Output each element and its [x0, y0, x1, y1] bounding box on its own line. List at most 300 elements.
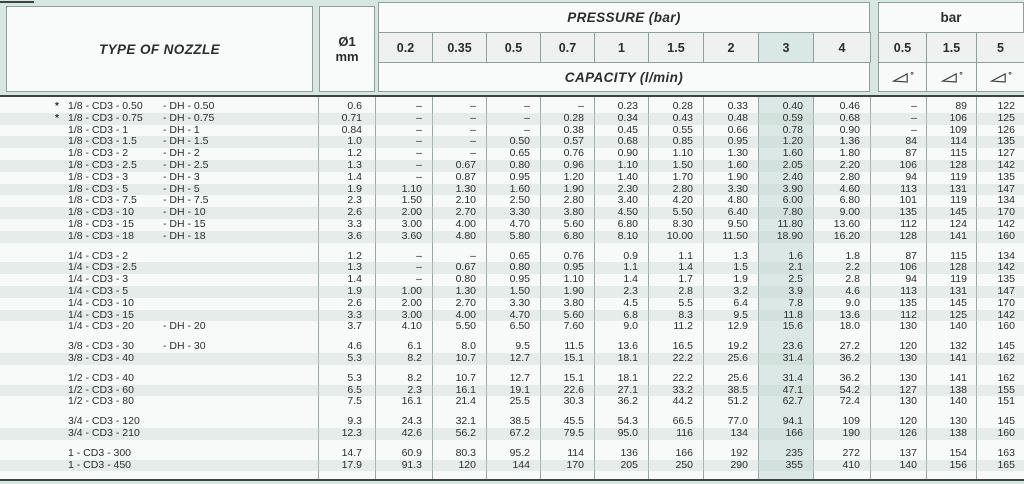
capacity-cell: 10.7 [455, 371, 476, 384]
diameter-cell: 1.2 [347, 249, 362, 262]
capacity-cell: 0.28 [672, 100, 693, 112]
capacity-cell: 33.2 [672, 383, 693, 396]
capacity-cell: 18.90 [776, 229, 803, 242]
spray-angle-cell: 89 [955, 100, 967, 112]
diameter-cell: 1.3 [347, 158, 362, 171]
nozzle-name-cell: 1 - CD3 - 300 [68, 446, 132, 459]
angle-pressure-header: 1.5 [926, 32, 977, 63]
capacity-cell: 12.9 [727, 320, 748, 333]
capacity-cell: 0.59 [782, 111, 803, 124]
capacity-cell: 21.4 [455, 395, 476, 408]
capacity-cell: 5.60 [563, 217, 584, 230]
capacity-cell: 8.10 [617, 229, 638, 242]
spray-angle-cell: 165 [997, 458, 1015, 471]
diameter-cell: 3.6 [347, 229, 362, 242]
nozzle-name-cell: 3/4 - CD3 - 120 [68, 415, 140, 428]
capacity-cell: 205 [620, 458, 638, 471]
capacity-cell: 3.9 [788, 284, 803, 297]
capacity-cell: 6.4 [733, 296, 748, 309]
diameter-cell: 4.6 [347, 340, 362, 353]
diameter-label-line2: mm [335, 49, 359, 64]
capacity-cell: 4.5 [623, 296, 638, 309]
diameter-cell: 12.3 [341, 426, 362, 439]
capacity-cell: 4.70 [509, 217, 530, 230]
capacity-cell: 2.5 [788, 273, 803, 286]
capacity-cell: 10.00 [666, 229, 693, 242]
capacity-cell: 54.3 [617, 415, 638, 428]
spray-angle-cell: 142 [997, 308, 1015, 321]
capacity-cell: 116 [676, 426, 693, 439]
spray-angle-cell: 137 [899, 446, 917, 459]
capacity-cell: 114 [567, 446, 584, 459]
capacity-cell: 9.5 [515, 340, 530, 353]
pressure-column-header: 1 [594, 32, 649, 63]
spray-angle-cell: 115 [950, 249, 967, 262]
spray-angle-cell: 160 [997, 320, 1015, 333]
diameter-cell: 17.9 [341, 458, 362, 471]
spray-angle-cell: 142 [997, 158, 1015, 171]
capacity-cell: 2.3 [407, 383, 422, 396]
capacity-cell: 0.80 [509, 261, 530, 274]
capacity-cell: 27.2 [839, 340, 860, 353]
spray-angle-cell: 119 [950, 273, 967, 286]
spray-angle-cell: 106 [899, 158, 917, 171]
capacity-cell: 4.20 [672, 194, 693, 207]
capacity-cell: 0.80 [455, 273, 476, 286]
diameter-cell: 5.3 [347, 371, 362, 384]
capacity-cell: – [470, 249, 476, 262]
nozzle-dh-name-cell: - DH - 30 [163, 340, 206, 353]
capacity-cell: 5.50 [455, 320, 476, 333]
spray-angle-cell: 145 [997, 340, 1015, 353]
capacity-cell: 1.50 [401, 194, 422, 207]
capacity-cell: 0.23 [617, 100, 638, 112]
nozzle-name-cell: 1/8 - CD3 - 7.5 [68, 194, 137, 207]
capacity-cell: 30.3 [563, 395, 584, 408]
capacity-cell: 2.80 [672, 182, 693, 195]
capacity-cell: 2.8 [678, 284, 693, 297]
nozzle-dh-name-cell: - DH - 3 [163, 170, 200, 183]
nozzle-name-cell: 1/8 - CD3 - 1 [68, 123, 129, 136]
bar-title-label: bar [940, 10, 962, 25]
diameter-cell: 5.3 [347, 351, 362, 364]
capacity-cell: 25.6 [727, 371, 748, 384]
bar-title-band [878, 2, 1024, 33]
capacity-cell: 3.60 [401, 229, 422, 242]
spray-angle-cell: 135 [997, 273, 1015, 286]
spray-angle-cell: 120 [899, 340, 917, 353]
capacity-cell: 12.7 [509, 371, 530, 384]
spray-angle-cell: 138 [949, 426, 967, 439]
spray-angle-cell: 113 [900, 284, 917, 297]
capacity-cell: – [470, 147, 476, 160]
diameter-cell: 0.6 [347, 100, 362, 112]
spray-angle-cell: 84 [905, 135, 917, 148]
capacity-cell: 79.5 [563, 426, 584, 439]
capacity-cell: 4.80 [455, 229, 476, 242]
spray-angle-cell: 135 [997, 135, 1015, 148]
capacity-cell: 18.0 [839, 320, 860, 333]
table-row [0, 101, 1024, 113]
capacity-cell: 410 [842, 458, 860, 471]
capacity-cell: 2.10 [455, 194, 476, 207]
spray-angle-cell: 106 [899, 261, 917, 274]
nozzle-dh-name-cell: - DH - 1.5 [163, 135, 209, 148]
capacity-cell: 2.40 [782, 170, 803, 183]
capacity-cell: 16.1 [455, 383, 476, 396]
capacity-cell: 3.2 [733, 284, 748, 297]
table-row [0, 353, 1024, 365]
spray-angle-cell: 119 [950, 170, 967, 183]
capacity-cell: 2.20 [839, 158, 860, 171]
capacity-cell: – [470, 111, 476, 124]
capacity-cell: 23.6 [782, 340, 803, 353]
capacity-cell: 0.95 [563, 261, 584, 274]
capacity-cell: 47.1 [782, 383, 803, 396]
capacity-cell: 6.80 [617, 217, 638, 230]
capacity-cell: 36.2 [839, 351, 860, 364]
nozzle-group [0, 448, 1024, 472]
spray-angle-cell: 132 [949, 340, 967, 353]
spray-angle-cell: – [911, 100, 917, 112]
capacity-cell: 0.40 [782, 100, 803, 112]
capacity-cell: 56.2 [455, 426, 476, 439]
capacity-cell: 95.0 [617, 426, 638, 439]
capacity-cell: 2.3 [623, 284, 638, 297]
nozzle-dh-name-cell: - DH - 2.5 [163, 158, 209, 171]
capacity-cell: 13.60 [833, 217, 860, 230]
capacity-cell: 7.8 [788, 296, 803, 309]
table-row [0, 286, 1024, 298]
table-row [0, 113, 1024, 125]
nozzle-name-cell: 1/4 - CD3 - 2.5 [68, 261, 137, 274]
nozzle-dh-name-cell: - DH - 18 [163, 229, 206, 242]
table-row [0, 298, 1024, 310]
capacity-cell: 0.95 [509, 273, 530, 286]
diameter-cell: 1.4 [347, 273, 362, 286]
capacity-cell: 136 [620, 446, 638, 459]
capacity-cell: 54.2 [839, 383, 860, 396]
capacity-cell: 4.80 [727, 194, 748, 207]
pressure-column-header: 4 [813, 32, 871, 63]
capacity-cell: 134 [730, 426, 748, 439]
capacity-cell: 11.5 [564, 340, 584, 353]
capacity-cell: 5.60 [563, 308, 584, 321]
table-row [0, 428, 1024, 440]
capacity-cell: 9.0 [845, 296, 860, 309]
type-of-nozzle-header-box [6, 6, 313, 92]
capacity-cell: 3.00 [401, 217, 422, 230]
top-left-rule [0, 1, 34, 3]
spray-angle-cell: 160 [997, 229, 1015, 242]
diameter-cell: 6.5 [347, 383, 362, 396]
capacity-cell: 66.5 [672, 415, 693, 428]
capacity-cell: 22.6 [563, 383, 584, 396]
capacity-cell: 0.33 [727, 100, 748, 112]
spray-angle-cell: 130 [899, 351, 917, 364]
spray-angle-cell: 162 [997, 371, 1015, 384]
spray-angle-cell: 140 [949, 395, 967, 408]
spray-angle-cell: 162 [997, 351, 1015, 364]
spray-angle-cell: 147 [997, 284, 1015, 297]
spray-angle-cell: 114 [950, 135, 967, 148]
nozzle-name-cell: 1/4 - CD3 - 5 [68, 284, 129, 297]
capacity-cell: 1.40 [617, 170, 638, 183]
nozzle-dh-name-cell: - DH - 20 [163, 320, 206, 333]
capacity-cell: – [524, 123, 530, 136]
spray-angle-cell: 122 [997, 100, 1015, 112]
spray-angle-cell: 145 [949, 206, 967, 219]
diameter-cell: 1.2 [347, 147, 362, 160]
capacity-cell: 11.80 [777, 217, 803, 230]
capacity-cell: 6.50 [509, 320, 530, 333]
capacity-cell: 1.5 [733, 261, 748, 274]
capacity-cell: 0.80 [509, 158, 530, 171]
capacity-cell: 31.4 [782, 371, 803, 384]
capacity-cell: 5.5 [678, 296, 693, 309]
capacity-cell: 0.95 [727, 135, 748, 148]
nozzle-group [0, 416, 1024, 440]
table-row [0, 448, 1024, 460]
capacity-cell: 1.30 [455, 284, 476, 297]
capacity-cell: 51.2 [727, 395, 748, 408]
capacity-cell: 0.43 [672, 111, 693, 124]
nozzle-dh-name-cell: - DH - 10 [163, 206, 206, 219]
capacity-cell: 1.90 [727, 170, 748, 183]
capacity-cell: 18.1 [617, 351, 638, 364]
capacity-cell: 1.1 [678, 249, 693, 262]
spray-angle-cell: 170 [997, 296, 1015, 309]
spray-angle-cell: 145 [949, 296, 967, 309]
spray-angle-cell: 94 [905, 273, 917, 286]
spray-angle-cell: 151 [997, 395, 1015, 408]
spray-angle-cell: 127 [997, 147, 1015, 160]
capacity-cell: 0.45 [617, 123, 638, 136]
capacity-cell: – [416, 158, 422, 171]
spray-angle-cell: 87 [905, 249, 917, 262]
capacity-cell: 1.10 [672, 147, 693, 160]
capacity-cell: – [416, 170, 422, 183]
capacity-cell: 77.0 [727, 415, 748, 428]
capacity-cell: 166 [785, 426, 803, 439]
capacity-cell: 1.60 [727, 158, 748, 171]
pressure-column-header: 3 [758, 32, 814, 63]
spray-angle-cell: 128 [899, 229, 917, 242]
spray-angle-cell: 101 [899, 194, 917, 207]
spray-angle-cell: 134 [997, 194, 1015, 207]
nozzle-group [0, 251, 1024, 334]
capacity-cell: 4.00 [455, 217, 476, 230]
capacity-cell: 36.2 [839, 371, 860, 384]
spray-angle-cell: 131 [949, 284, 967, 297]
table-row [0, 460, 1024, 472]
capacity-cell: 144 [512, 458, 530, 471]
spray-angle-cell: 119 [950, 194, 967, 207]
capacity-cell: 15.1 [563, 351, 584, 364]
capacity-cell: 10.7 [455, 351, 476, 364]
table-row [0, 396, 1024, 408]
spray-angle-cell: 145 [997, 415, 1015, 428]
capacity-cell: 7.60 [563, 320, 584, 333]
capacity-cell: 1.30 [455, 182, 476, 195]
capacity-cell: 9.00 [839, 206, 860, 219]
capacity-cell: – [470, 100, 476, 112]
capacity-cell: 0.65 [509, 249, 530, 262]
nozzle-name-cell: 1/2 - CD3 - 40 [68, 371, 134, 384]
capacity-cell: 0.87 [455, 170, 476, 183]
nozzle-dh-name-cell: - DH - 7.5 [163, 194, 209, 207]
capacity-cell: 0.90 [617, 147, 638, 160]
capacity-cell: 0.78 [782, 123, 803, 136]
capacity-cell: 1.20 [563, 170, 584, 183]
nozzle-name-cell: 1/2 - CD3 - 80 [68, 395, 134, 408]
capacity-cell: 2.05 [782, 158, 803, 171]
spray-angle-cell: 130 [899, 371, 917, 384]
capacity-cell: 8.3 [678, 308, 693, 321]
capacity-cell: 62.7 [782, 395, 803, 408]
capacity-cell: 42.6 [401, 426, 422, 439]
nozzle-dh-name-cell: - DH - 0.75 [163, 111, 215, 124]
nozzle-name-cell: 1 - CD3 - 450 [68, 458, 132, 471]
capacity-cell: 4.60 [839, 182, 860, 195]
capacity-cell: – [416, 261, 422, 274]
capacity-cell: 0.48 [727, 111, 748, 124]
capacity-cell: 2.80 [839, 170, 860, 183]
spray-angle-icon: ° [976, 62, 1024, 92]
nozzle-name-cell: 3/8 - CD3 - 40 [68, 351, 134, 364]
capacity-cell: 1.50 [672, 158, 693, 171]
spray-angle-cell: 142 [997, 217, 1015, 230]
capacity-cell: – [470, 135, 476, 148]
capacity-cell: 32.1 [455, 415, 476, 428]
capacity-cell: 6.80 [563, 229, 584, 242]
nozzle-group [0, 101, 1024, 243]
capacity-cell: 1.7 [678, 273, 693, 286]
table-row [0, 160, 1024, 172]
capacity-cell: 1.60 [509, 182, 530, 195]
capacity-cell: 2.50 [509, 194, 530, 207]
capacity-cell: 1.90 [563, 182, 584, 195]
capacity-cell: 6.40 [727, 206, 748, 219]
capacity-cell: – [416, 249, 422, 262]
diameter-cell: 2.3 [347, 194, 362, 207]
capacity-cell: 72.4 [839, 395, 860, 408]
capacity-cell: 80.3 [455, 446, 476, 459]
capacity-cell: – [416, 273, 422, 286]
capacity-cell: 3.80 [563, 206, 584, 219]
capacity-cell: 2.1 [788, 261, 803, 274]
diameter-cell: 14.7 [341, 446, 362, 459]
spray-angle-cell: 128 [949, 158, 967, 171]
capacity-cell: 27.1 [617, 383, 638, 396]
capacity-cell: 1.8 [845, 249, 860, 262]
capacity-cell: 25.6 [727, 351, 748, 364]
capacity-cell: 4.00 [455, 308, 476, 321]
capacity-cell: 8.2 [407, 351, 422, 364]
capacity-cell: 1.70 [672, 170, 693, 183]
diameter-cell: 2.6 [347, 206, 362, 219]
capacity-cell: 0.66 [727, 123, 748, 136]
table-body [0, 97, 1024, 479]
spray-angle-cell: 126 [997, 123, 1015, 136]
nozzle-name-cell: 1/8 - CD3 - 10 [68, 206, 134, 219]
spray-angle-cell: – [911, 123, 917, 136]
spray-angle-cell: 140 [949, 320, 967, 333]
nozzle-dh-name-cell: - DH - 5 [163, 182, 200, 195]
capacity-cell: 0.95 [509, 170, 530, 183]
table-row [0, 172, 1024, 184]
capacity-cell: 1.20 [782, 135, 803, 148]
capacity-cell: 1.60 [782, 147, 803, 160]
capacity-cell: 2.70 [455, 206, 476, 219]
capacity-cell: 0.96 [563, 158, 584, 171]
spray-angle-cell: 87 [905, 147, 917, 160]
capacity-cell: 13.6 [839, 308, 860, 321]
capacity-cell: 6.80 [839, 194, 860, 207]
table-row [0, 219, 1024, 231]
nozzle-name-cell: 1/8 - CD3 - 18 [68, 229, 134, 242]
spray-angle-cell: 130 [899, 395, 917, 408]
capacity-cell: 9.50 [727, 217, 748, 230]
capacity-cell: 0.57 [563, 135, 584, 148]
spray-angle-cell: 163 [997, 446, 1015, 459]
capacity-cell: 22.2 [672, 351, 693, 364]
capacity-title-label: CAPACITY (l/min) [564, 69, 684, 85]
capacity-cell: 8.0 [461, 340, 476, 353]
nozzle-name-cell: 1/8 - CD3 - 3 [68, 170, 129, 183]
nozzle-group [0, 341, 1024, 365]
capacity-cell: 0.46 [839, 100, 860, 112]
nozzle-name-cell: 1/4 - CD3 - 3 [68, 273, 129, 286]
capacity-cell: 5.80 [509, 229, 530, 242]
nozzle-name-cell: 1/2 - CD3 - 60 [68, 383, 134, 396]
capacity-cell: – [416, 123, 422, 136]
spray-angle-cell: 120 [899, 415, 917, 428]
diameter-cell: 1.3 [347, 261, 362, 274]
diameter-cell: 0.84 [341, 123, 362, 136]
capacity-cell: 290 [730, 458, 748, 471]
capacity-cell: 1.3 [733, 249, 748, 262]
spray-angle-cell: 135 [899, 296, 917, 309]
capacity-cell: – [416, 135, 422, 148]
spray-angle-cell: 127 [899, 383, 917, 396]
capacity-cell: 4.70 [509, 308, 530, 321]
spray-angle-icon: ° [926, 62, 977, 92]
capacity-cell: 6.1 [407, 340, 422, 353]
capacity-cell: 3.30 [509, 206, 530, 219]
capacity-cell: 8.2 [407, 371, 422, 384]
pressure-column-header: 0.5 [486, 32, 541, 63]
capacity-cell: 3.40 [617, 194, 638, 207]
capacity-cell: 0.85 [672, 135, 693, 148]
capacity-cell: – [578, 100, 584, 112]
nozzle-group [0, 373, 1024, 408]
capacity-cell: 15.6 [782, 320, 803, 333]
capacity-cell: 3.30 [727, 182, 748, 195]
spray-angle-cell: 156 [949, 458, 967, 471]
capacity-cell: 1.36 [839, 135, 860, 148]
pressure-title-band [378, 2, 870, 33]
spray-angle-cell: 135 [899, 206, 917, 219]
spray-angle-cell: 112 [900, 217, 917, 230]
capacity-cell: 11.8 [783, 308, 803, 321]
diameter-cell: 3.7 [347, 320, 362, 333]
capacity-cell: 0.28 [563, 111, 584, 124]
capacity-cell: 190 [842, 426, 860, 439]
capacity-cell: 3.00 [401, 308, 422, 321]
spray-angle-cell: 112 [900, 308, 917, 321]
capacity-cell: 272 [842, 446, 860, 459]
